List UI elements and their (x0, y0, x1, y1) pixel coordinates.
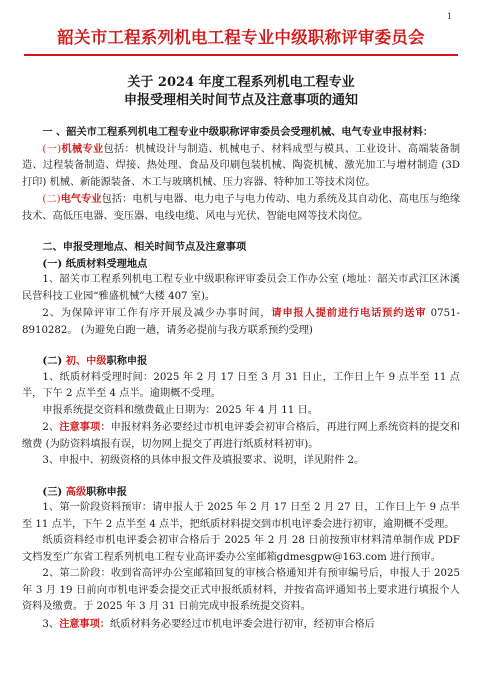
subsection-3-heading (22, 484, 460, 501)
text: 0751-8910282。 (为避免白跑一趟，请务必提前与我方联系预约受理) (22, 308, 460, 336)
notice-label: 注意事项： (59, 421, 111, 433)
document-body (22, 124, 460, 633)
item-prefix: (一) (42, 143, 62, 155)
subsection-3-paragraph-3: 2、第二阶段：收到省高评办公室邮箱回复的审核合格通知并有预审编号后，申报人于 2025 年 3 月 19 日前向市机电评委会提交正式申报纸质材料，并按省高评通知书上要求进行填报个人资料及缴费。于 2025 年 3 月 31 日前完成申报系统提交资料。 (22, 568, 460, 612)
text: 2、 (42, 422, 60, 433)
text: 职称申报 (86, 485, 127, 498)
item-text: 包括：电机与电器、电力电子与电力传动、电力系统及其自动化、高电压与绝缘技术、高低压电器、变压器、电线电缆、风电与光伏、智能电网等技术岗位。 (22, 194, 461, 222)
text: 申报材料务必要经过市机电评委会初审合格后，再进行网上系统资料的提交和缴费 (为防资料填报有误，切勿网上提交了再进行纸质材料初审)。 (22, 422, 461, 450)
subsection-2-heading (22, 353, 460, 370)
level-term: 初、中级 (65, 355, 107, 367)
subsection-1-paragraph-1: 1、韶关市工程系列机电工程专业中级职称评审委员会工作办公室 (地址：韶关市武江区沐溪民营科技工业园“雅盛机械”大楼 407 室)。 (22, 274, 460, 302)
text: 纸质材料务必要经过市机电评委会进行初审，经初审合格后 (110, 618, 375, 630)
phone-appointment-notice: 请申报人提前进行电话预约送审 (271, 307, 427, 319)
level-term: 高级 (65, 485, 87, 498)
text: 2、为保障评审工作有序开展及减少办事时间， (42, 308, 272, 319)
mechanical-term: 机械专业 (61, 142, 104, 155)
subsection-2-paragraph-3 (22, 419, 460, 453)
subsection-3-paragraph-2: 纸质资料经市机电评委会初审合格后于 2025 年 2 月 28 日前按预审材料清单制作成 PDF 文档发至广东省工程系列机电工程专业高评委办公室邮箱gdmesgpw@163.com 进行预审。 (22, 535, 460, 563)
red-divider (24, 54, 458, 56)
item-prefix: (二) (42, 194, 61, 205)
item-text: 包括：机械设计与制造、机械电子、材料成型与模具、工业设计、高端装备制造、过程装备制造、焊接、热处理、食品及印刷包装机械、陶瓷机械、激光加工与增材制造 (3D 打印) 机械、新能源装备、木工与玻璃机械、压力容器、特种加工等技术岗位。 (22, 143, 461, 188)
notice-label: 注意事项： (59, 617, 110, 630)
text: (二) (42, 355, 66, 367)
subsection-1-heading: (一) 纸质材料受理地点 (42, 257, 148, 270)
page-number: 1 (446, 12, 452, 21)
subsection-3-paragraph-4 (22, 616, 460, 634)
section-1-heading: 一 、韶关市工程系列机电工程专业中级职称评审委员会受理机械、电气专业申报材料： (42, 126, 434, 138)
document-title (22, 74, 460, 110)
text: 3、 (42, 618, 60, 630)
electrical-term: 电气专业 (60, 193, 102, 205)
subsection-2-paragraph-4: 3、申报中、初级资格的具体申报文件及填报要求、说明，详见附件 2。 (42, 455, 365, 466)
document-title-line-2: 申报受理相关时间节点及注意事项的通知 (123, 93, 358, 108)
section-2-heading: 二、申报受理地点、相关时间节点及注意事项 (42, 241, 247, 253)
subsection-3-paragraph-1: 1、第一阶段资料预审：请申报人于 2025 年 2 月 17 日至 2 月 27 日，工作日上午 9 点半至 11 点半，下午 2 点半至 4 点半，把纸质材料提交到市机电评委会进行初审，逾期概不受理。 (22, 502, 460, 530)
subsection-2-paragraph-1: 1、纸质材料受理时间：2025 年 2 月 17 日至 3 月 31 日止，工作日上午 9 点半至 11 点半，下午 2 点半至 4 点半。逾期概不受理。 (22, 371, 460, 399)
subsection-1-paragraph-2 (22, 305, 460, 339)
document-title-line-1: 关于 2024 年度工程系列机电工程专业 (127, 75, 355, 90)
text: 职称申报 (106, 355, 148, 367)
subsection-2-paragraph-2: 申报系统提交资料和缴费截止日期为：2025 年 4 月 11 日。 (42, 404, 318, 416)
section-1-item-1 (22, 141, 460, 192)
section-1-item-2 (22, 191, 460, 225)
text: (三) (42, 485, 66, 498)
organization-title: 韶关市工程系列机电工程专业中级职称评审委员会 (57, 28, 425, 47)
